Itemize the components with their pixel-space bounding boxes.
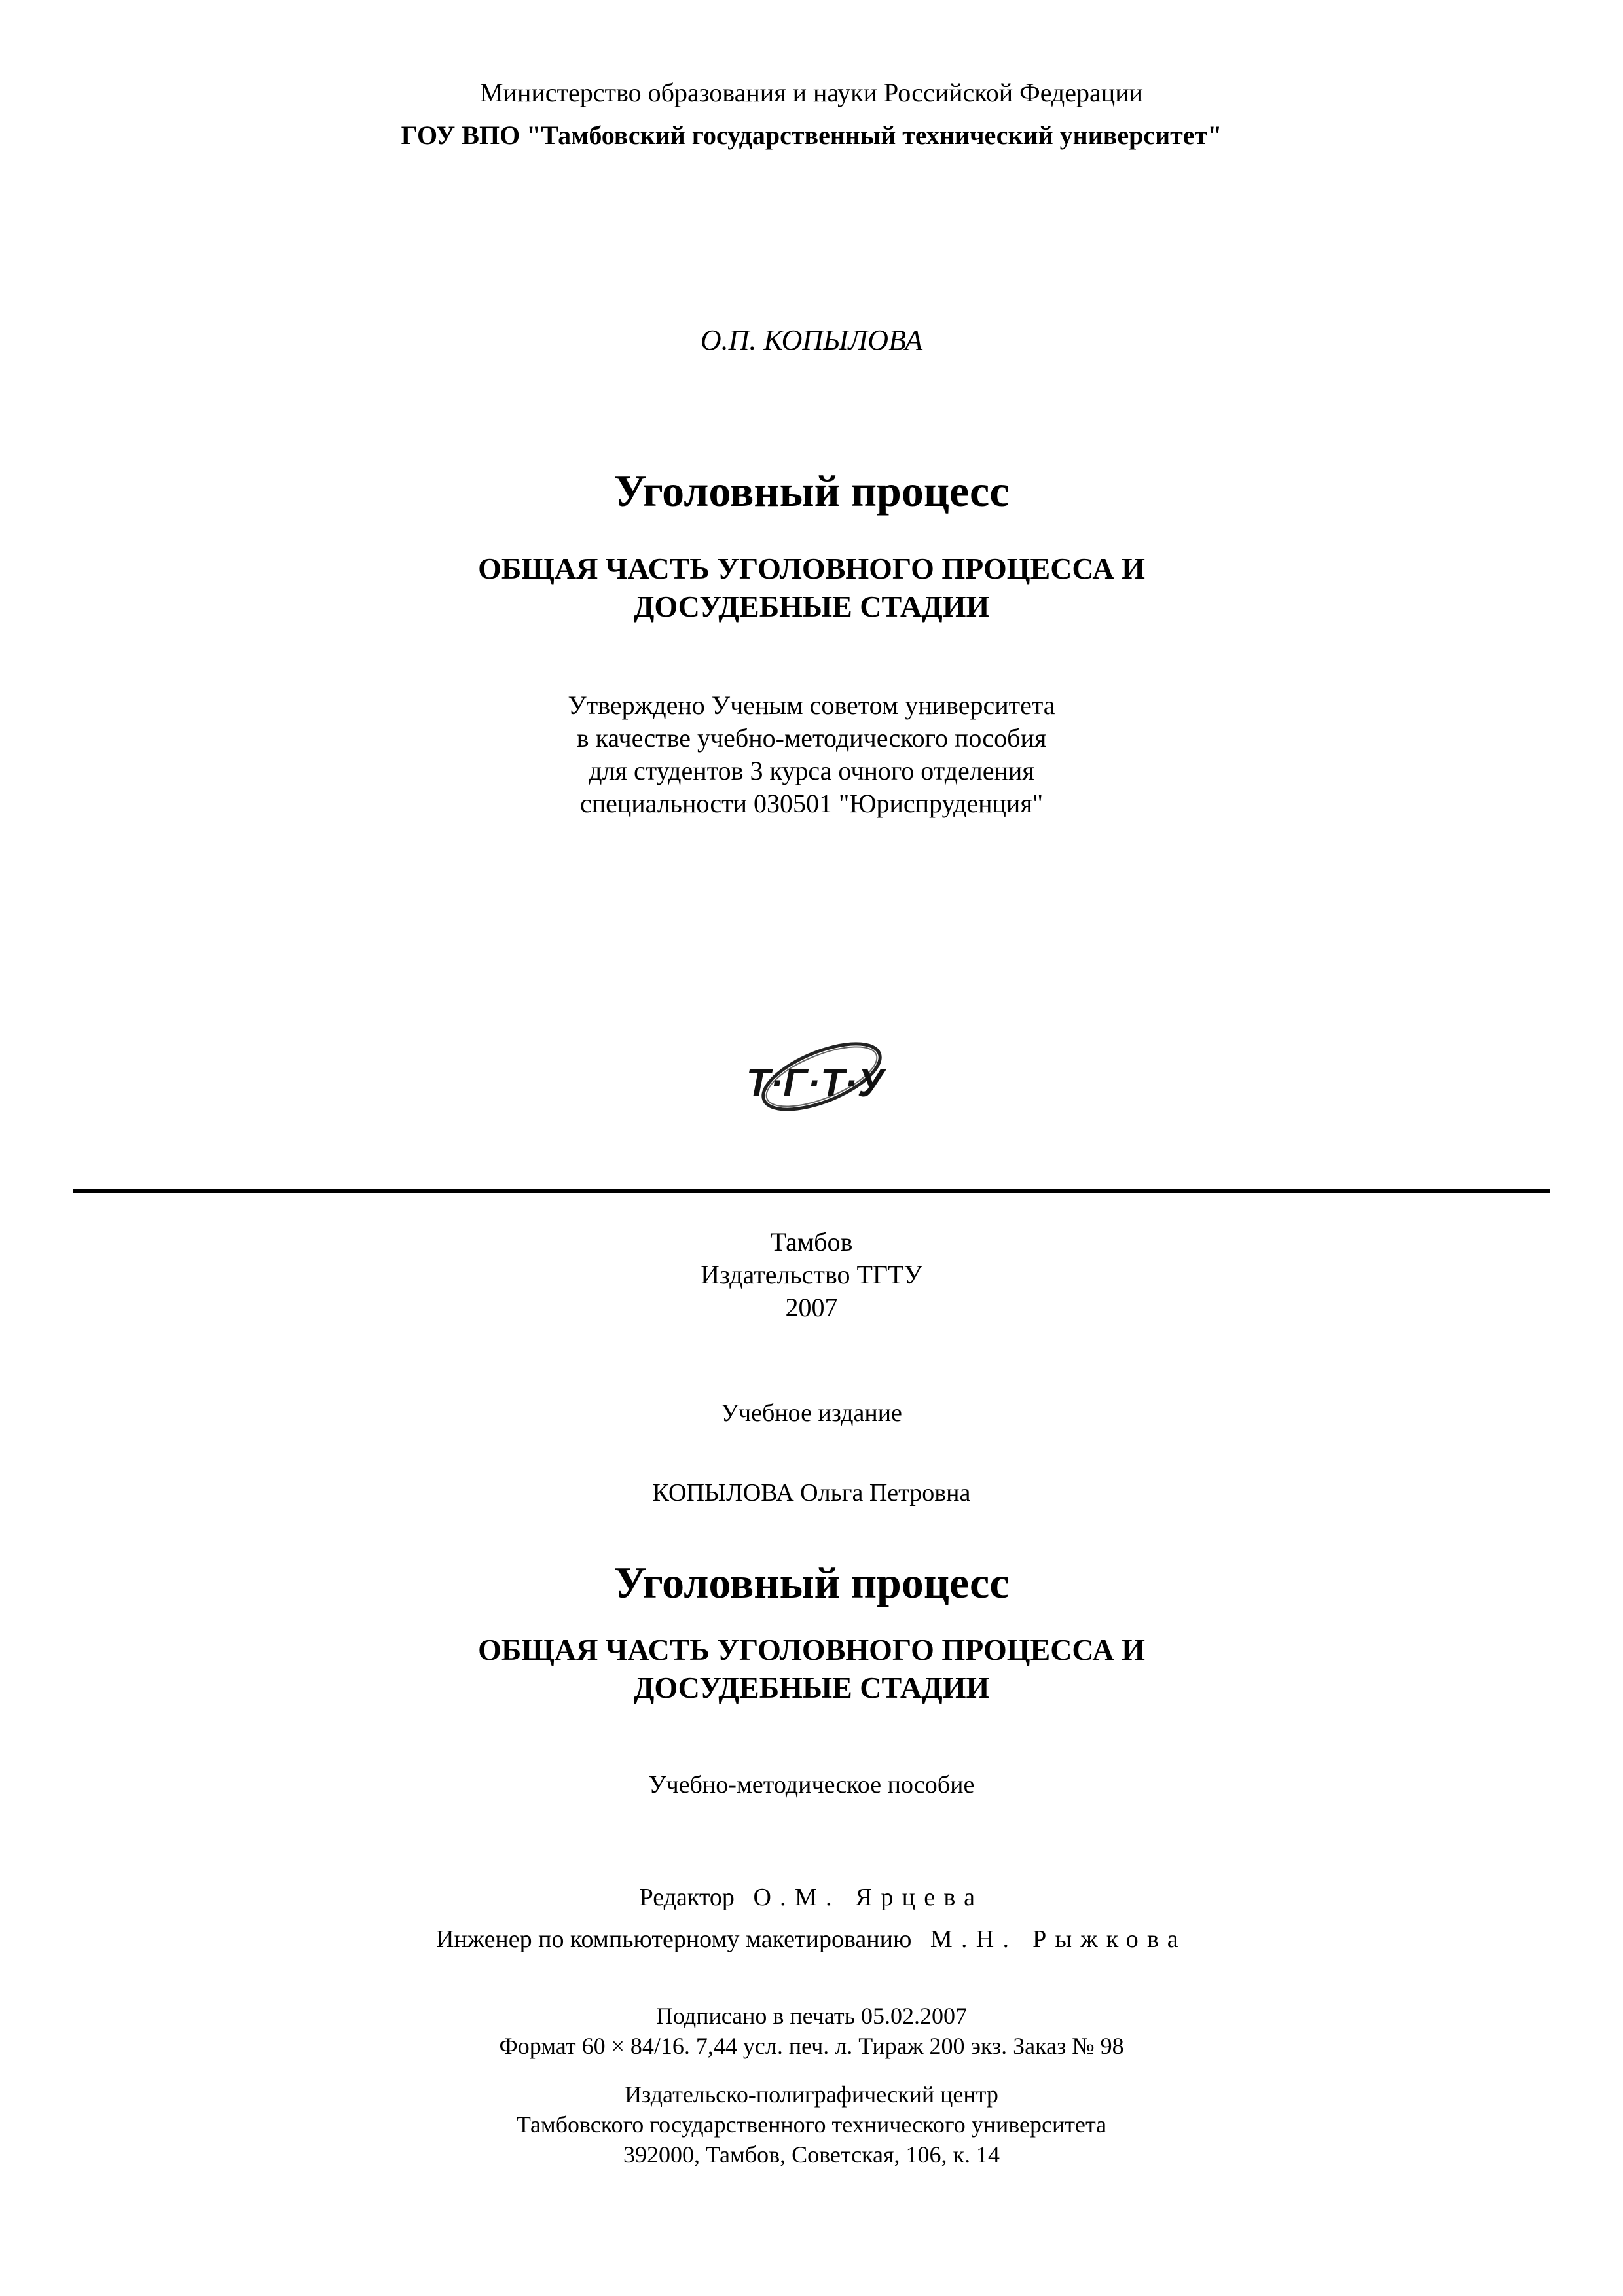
- imprint-city: Тамбов: [770, 1227, 853, 1257]
- colophon-subtitle-line-2: ДОСУДЕБНЫЕ СТАДИИ: [633, 1671, 990, 1704]
- imprint-publisher: Издательство ТГТУ: [701, 1260, 922, 1289]
- center-line-1: Издательско-полиграфический центр: [625, 2081, 998, 2108]
- colophon-title: Уголовный процесс: [613, 1558, 1010, 1607]
- subtitle-line-2: ДОСУДЕБНЫЕ СТАДИИ: [633, 590, 990, 623]
- university-line: ГОУ ВПО "Тамбовский государственный технический университет": [401, 120, 1222, 150]
- editor-line: [0, 1885, 1623, 1910]
- page-title: Уголовный процесс: [613, 466, 1010, 516]
- signed-line: Подписано в печать 05.02.2007: [655, 2003, 968, 2029]
- tgtu-logo-icon: [727, 1031, 903, 1129]
- author-short: О.П. КОПЫЛОВА: [700, 324, 923, 356]
- colophon-subtitle-line-1: ОБЩАЯ ЧАСТЬ УГОЛОВНОГО ПРОЦЕССА И: [478, 1633, 1145, 1666]
- author-full: КОПЫЛОВА Ольга Петровна: [652, 1479, 971, 1507]
- subtitle-line-1: ОБЩАЯ ЧАСТЬ УГОЛОВНОГО ПРОЦЕССА И: [478, 552, 1145, 585]
- approval-line-3: для студентов 3 курса очного отделения: [589, 756, 1034, 785]
- divider: [73, 1189, 1550, 1193]
- engineer-label: Инженер по компьютерному макетированию: [436, 1926, 912, 1953]
- ministry-line: Министерство образования и науки Российской Федерации: [479, 78, 1144, 107]
- format-line: Формат 60 × 84/16. 7,44 усл. печ. л. Тираж 200 экз. Заказ № 98: [499, 2033, 1124, 2059]
- publication-kind: Учебно-методическое пособие: [648, 1771, 975, 1799]
- center-line-2: Тамбовского государственного технического университета: [516, 2111, 1107, 2138]
- editor-label: Редактор: [639, 1884, 735, 1911]
- imprint-year: 2007: [785, 1293, 838, 1322]
- engineer-name: М.Н. Рыжкова: [930, 1926, 1187, 1953]
- editor-name: О.М. Ярцева: [753, 1884, 984, 1911]
- logo-text: Т·Г·Т·У: [746, 1061, 884, 1105]
- center-line-3: 392000, Тамбов, Советская, 106, к. 14: [623, 2142, 1000, 2168]
- approval-line-2: в качестве учебно-методического пособия: [576, 723, 1047, 753]
- approval-line-4: специальности 030501 "Юриспруденция": [579, 789, 1044, 818]
- approval-line-1: Утверждено Ученым советом университета: [568, 691, 1055, 720]
- edition-type: Учебное издание: [721, 1399, 902, 1427]
- engineer-line: [0, 1927, 1623, 1952]
